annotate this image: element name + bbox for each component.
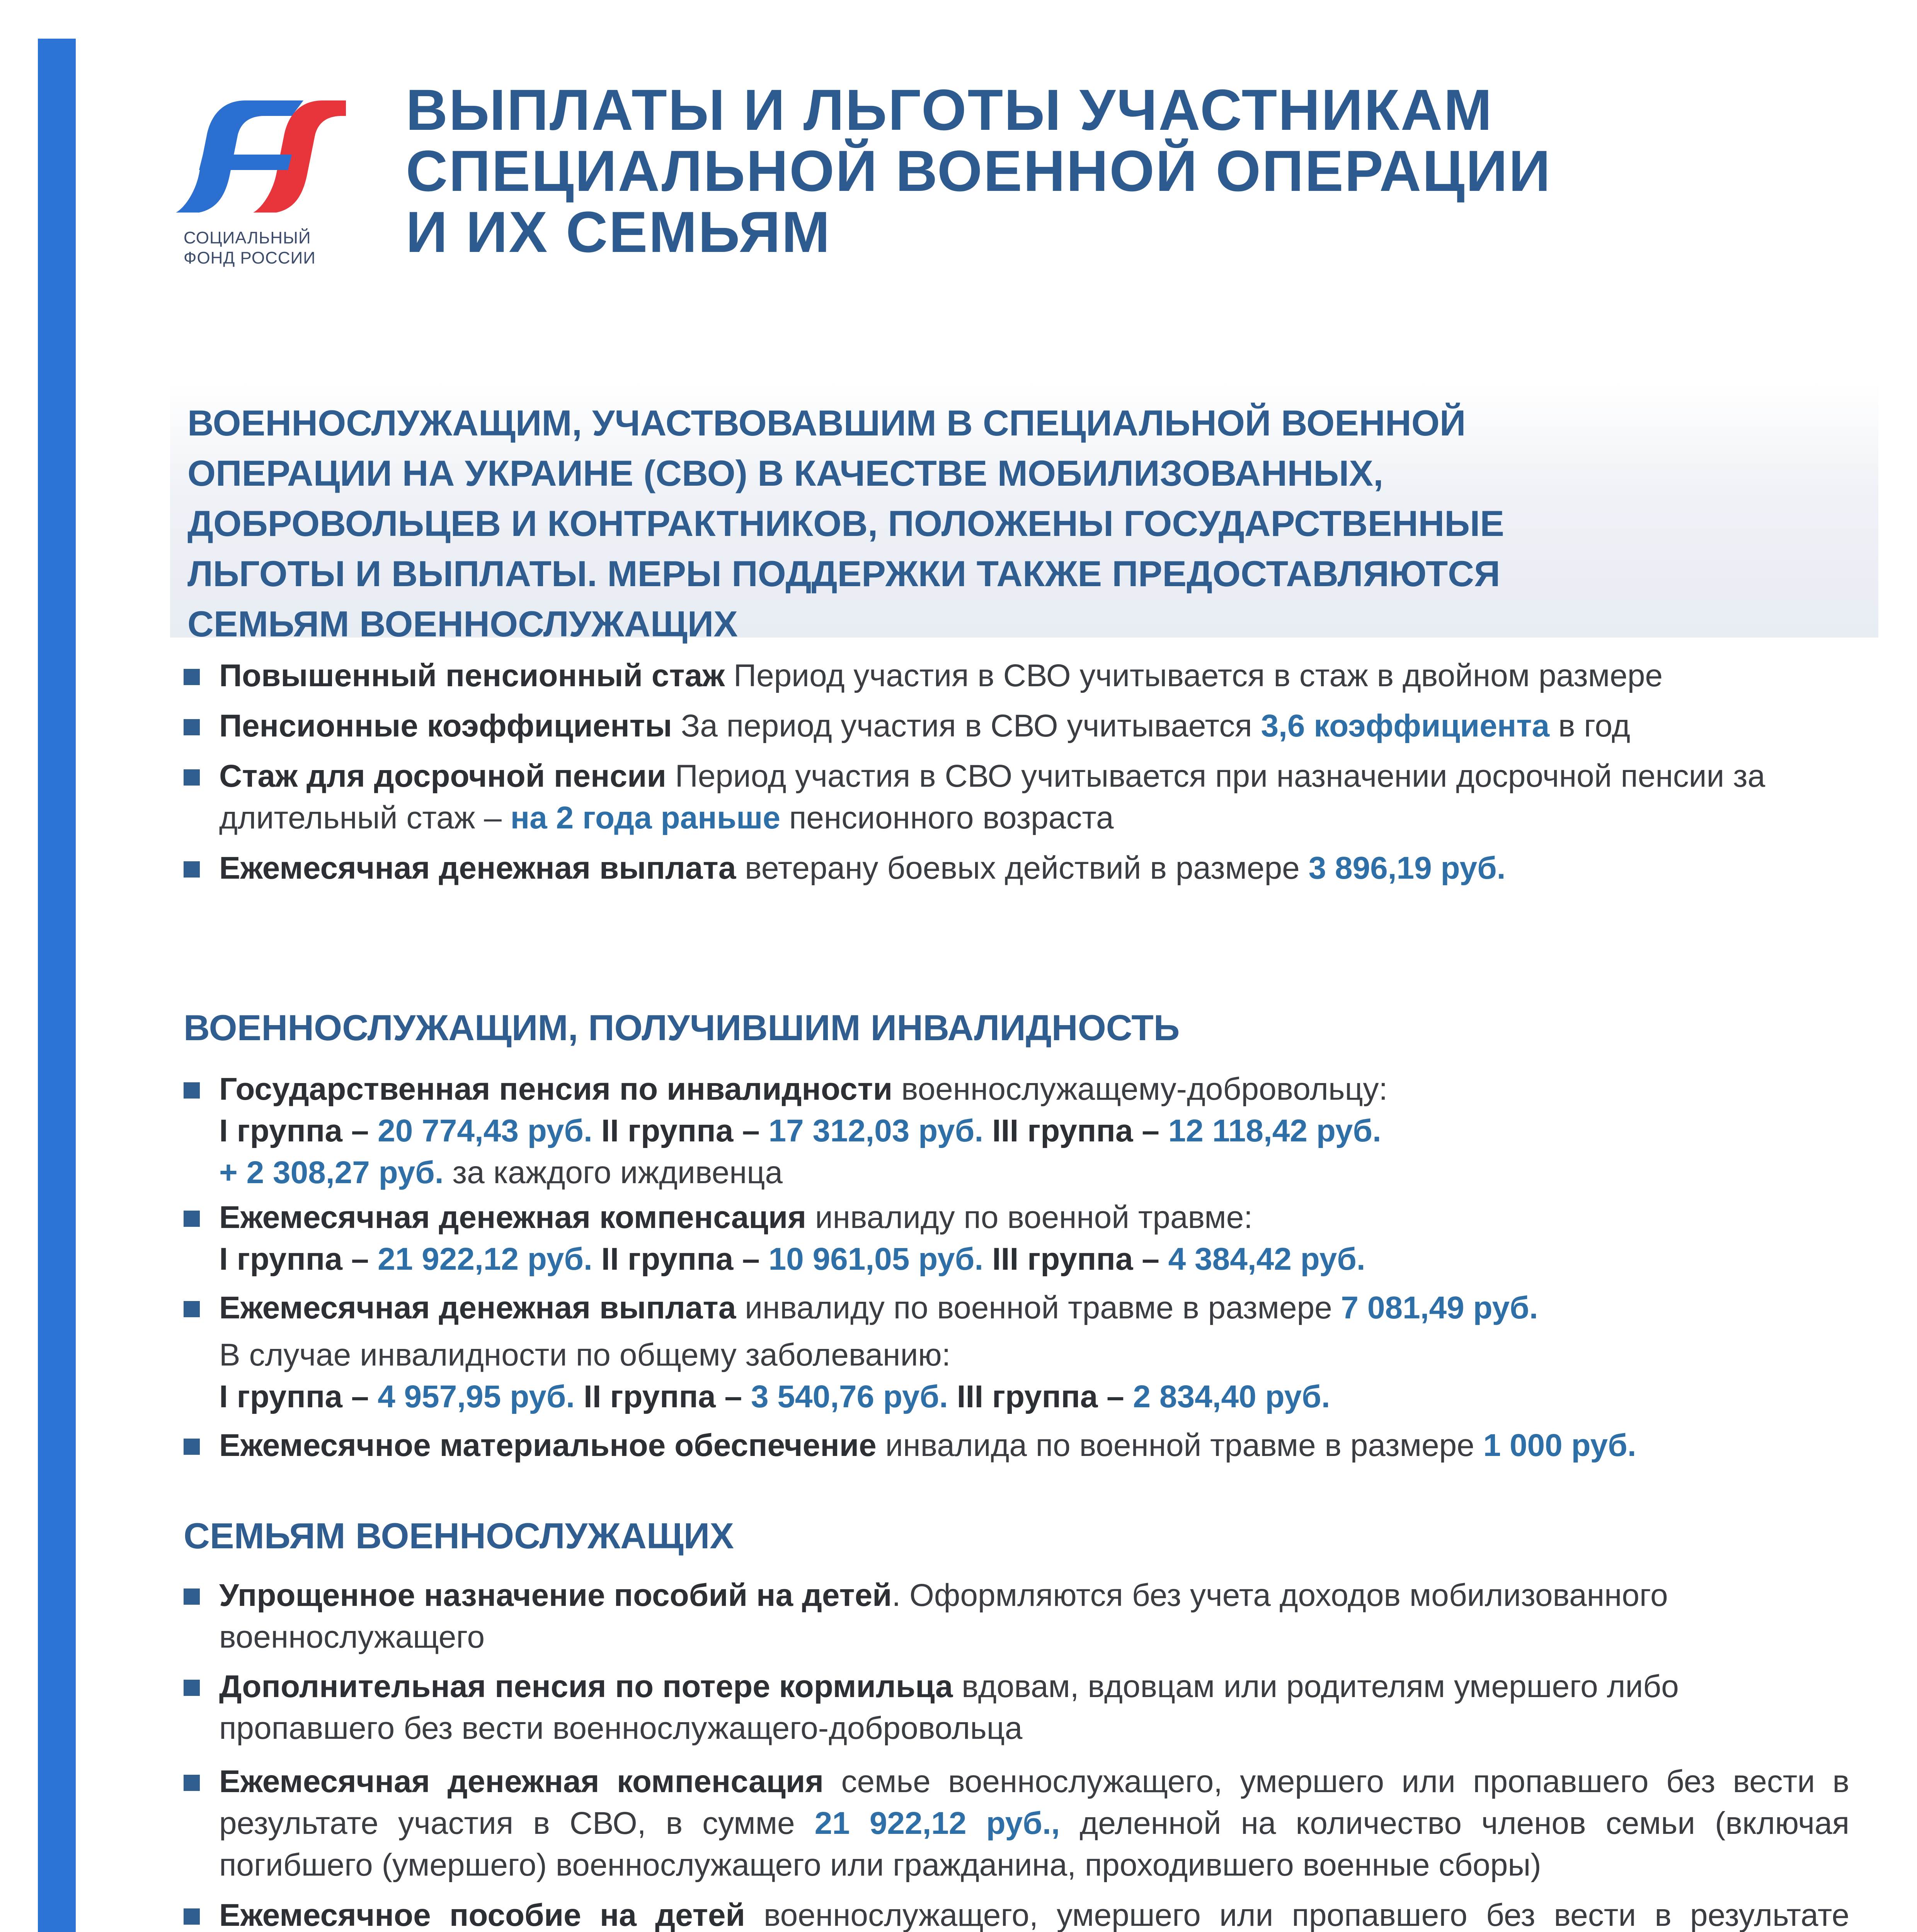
bullet-icon [184,1211,200,1227]
list-item: Дополнительная пенсия по потере кормильца вдовам, вдовцам или родителям умершего либо пропавшего без вести военнослужащего-добровольца [184,1666,1849,1749]
side-accent-bar [38,39,76,1932]
bullet-icon [184,1082,200,1099]
list-item: Пенсионные коэффициенты За период участия в СВО учитывается 3,6 коэффициента в год [184,705,1849,747]
section1-list [184,655,1849,889]
title-line1: ВЫПЛАТЫ И ЛЬГОТЫ УЧАСТНИКАМ [406,77,1493,142]
bullet-icon [184,1439,200,1455]
list-item: Ежемесячное пособие на детей военнослужащего, умершего или пропавшего без вести в результате [184,1895,1849,1932]
section2-list [184,1068,1849,1466]
bullet-icon [184,1588,200,1605]
bullet-icon [184,861,200,878]
intro-line5: СЕМЬЯМ ВОЕННОСЛУЖАЩИХ [187,604,738,644]
intro-line3: ДОБРОВОЛЬЦЕВ И КОНТРАКТНИКОВ, ПОЛОЖЕНЫ ГОСУДАРСТВЕННЫЕ [187,503,1504,544]
list-item: Упрощенное назначение пособий на детей. Оформляются без учета доходов мобилизованного военнослужащего [184,1575,1849,1658]
intro-line2: ОПЕРАЦИИ НА УКРАИНЕ (СВО) В КАЧЕСТВЕ МОБИЛИЗОВАННЫХ, [187,453,1384,493]
list-item: Ежемесячная денежная компенсация инвалиду по военной травме: I группа – 21 922,12 руб. II группа – 10 961,05 руб. III группа – 4 384,42 руб. [184,1197,1849,1280]
bullet-icon [184,1908,200,1925]
section3-heading: СЕМЬЯМ ВОЕННОСЛУЖАЩИХ [184,1515,734,1556]
bullet-icon [184,719,200,735]
bullet-icon [184,669,200,685]
section2-heading: ВОЕННОСЛУЖАЩИМ, ПОЛУЧИВШИМ ИНВАЛИДНОСТЬ [184,1007,1180,1048]
sfr-logo-icon [176,93,346,220]
intro-heading [187,398,1830,649]
list-item: Ежемесячная денежная выплата ветерану боевых действий в размере 3 896,19 руб. [184,847,1849,889]
list-item: Повышенный пенсионный стаж Период участия в СВО учитывается в стаж в двойном размере [184,655,1849,697]
intro-line4: ЛЬГОТЫ И ВЫПЛАТЫ. МЕРЫ ПОДДЕРЖКИ ТАКЖЕ ПРЕДОСТАВЛЯЮТСЯ [187,553,1500,594]
intro-line1: ВОЕННОСЛУЖАЩИМ, УЧАСТВОВАВШИМ В СПЕЦИАЛЬНОЙ ВОЕННОЙ [187,403,1466,443]
list-item: Ежемесячная денежная выплата инвалиду по военной травме в размере 7 081,49 руб. В случае инвалидности по общему заболеванию: I группа – 4 957,95 руб. II группа – 3 540,76 руб. III группа – 2 834,40 руб. [184,1287,1849,1418]
title-line2: СПЕЦИАЛЬНОЙ ВОЕННОЙ ОПЕРАЦИИ [406,138,1552,203]
section3-list [184,1575,1849,1932]
sfr-logo [176,93,346,268]
bullet-icon [184,769,200,786]
bullet-icon [184,1680,200,1696]
logo-text-line2: ФОНД РОССИИ [184,248,316,267]
page-title [406,79,1836,262]
bullet-icon [184,1775,200,1791]
bullet-icon [184,1301,200,1317]
logo-text-line1: СОЦИАЛЬНЫЙ [184,228,311,247]
list-item: Государственная пенсия по инвалидности военнослужащему-добровольцу: I группа – 20 774,43 руб. II группа – 17 312,03 руб. III группа – 12 118,42 руб. + 2 308,27 руб. за каждого иждивенца [184,1068,1849,1194]
title-line3: И ИХ СЕМЬЯМ [406,199,831,264]
list-item: Ежемесячная денежная компенсация семье военнослужащего, умершего или пропавшего без вести в результате участия в СВО, в сумме 21 922,12 руб., деленной на количество членов семьи (включая погибшего (умершего) военнослужащего или гражданина, проходившего военные сборы) [184,1761,1849,1886]
list-item: Ежемесячное материальное обеспечение инвалида по военной травме в размере 1 000 руб. [184,1425,1849,1466]
list-item: Стаж для досрочной пенсии Период участия в СВО учитывается при назначении досрочной пенсии за длительный стаж – на 2 года раньше пенсионного возраста [184,755,1849,839]
